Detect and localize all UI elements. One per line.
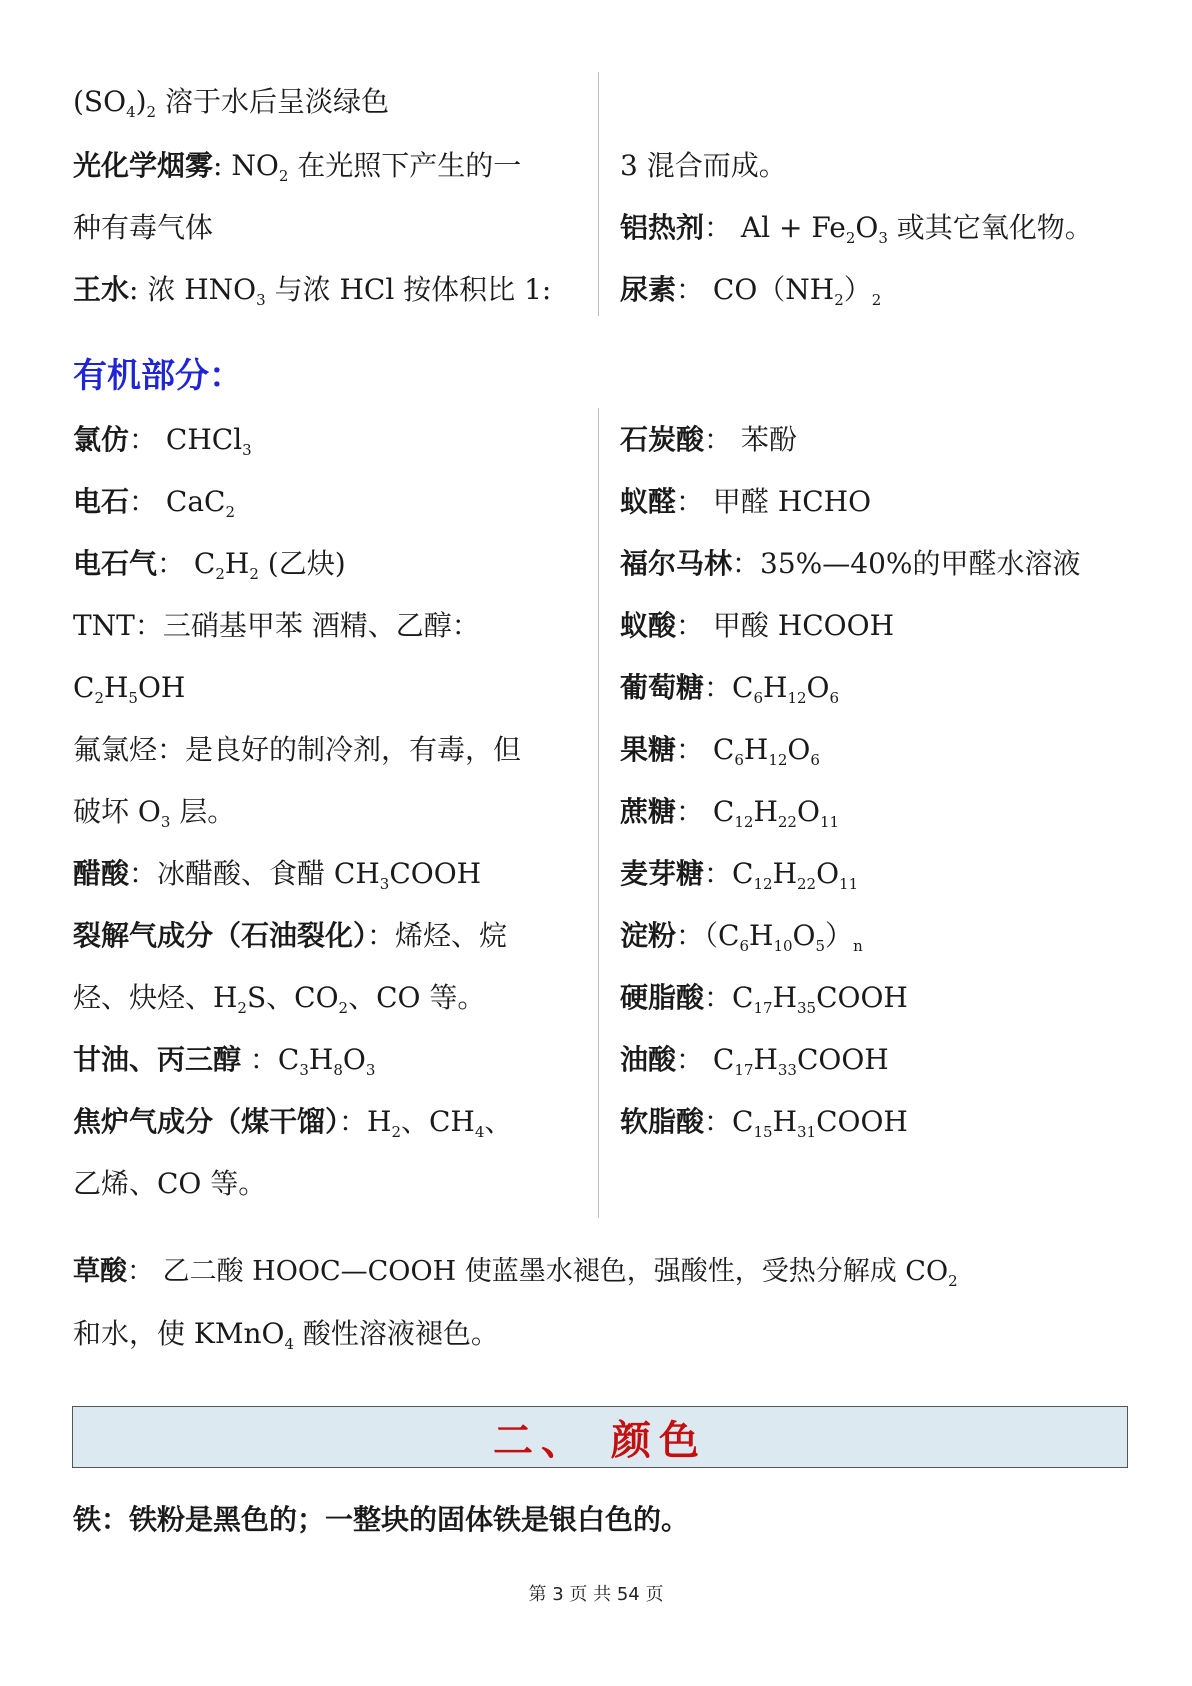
section-title-box	[72, 1406, 1128, 1468]
line-acetylene: 电石气： $C_2H_2$ (乙炔)	[73, 547, 346, 583]
line-aqua-regia: 王水: 浓 $HNO_3$ 与浓 HCl 按体积比 1:	[73, 273, 552, 309]
line-maltose: 麦芽糖：$C_{12}H_{22}O_{11}$	[620, 857, 859, 893]
line-toxic-gas: 种有毒气体	[73, 211, 214, 244]
line-palmitic-acid: 软脂酸：$C_{15}H_{31}COOH$	[620, 1105, 908, 1141]
line-urea: 尿素： $CO(NH_2)_2$	[620, 273, 882, 309]
line-carbolic-acid: 石炭酸： 苯酚	[620, 423, 797, 456]
line-thermite: 铝热剂： $Al + Fe_2O_3$ 或其它氧化物。	[620, 211, 1093, 247]
line-ethanol-formula: $C_2H_5OH$	[73, 671, 186, 707]
line-glycerol: 甘油、丙三醇 ：$C_3H_8O_3$	[73, 1043, 376, 1079]
line-iron-color: 铁：铁粉是黑色的；一整块的固体铁是银白色的。	[73, 1503, 690, 1536]
line-formic-acid: 蚁酸： 甲酸 HCOOH	[620, 609, 894, 642]
line-cracking-gas-cont: 烃、炔烃、$H_2S$、$CO_2$、CO 等。	[73, 981, 486, 1017]
line-coke-oven-gas: 焦炉气成分（煤干馏）：$H_2$、$CH_4$、	[73, 1105, 513, 1141]
line-glucose: 葡萄糖：$C_6H_{12}O_6$	[620, 671, 840, 707]
line-calcium-carbide: 电石： CaC$_2$	[73, 485, 236, 521]
line-mixed: 3 混合而成。	[620, 149, 787, 182]
line-oxalic-acid: 草酸： 乙二酸 HOOC—COOH 使蓝墨水褪色，强酸性，受热分解成 $CO_2$	[73, 1256, 958, 1290]
line-stearic-acid: 硬脂酸：$C_{17}H_{35}COOH$	[620, 981, 908, 1017]
line-iron-sulfate: $(SO_4)_2$ 溶于水后呈淡绿色	[73, 85, 389, 121]
section-title: 二、 颜色	[493, 1416, 707, 1464]
line-tnt-ethanol: TNT：三硝基甲苯 酒精、乙醇：	[73, 609, 480, 642]
line-ozone: 破坏 $O_3$ 层。	[73, 795, 236, 831]
line-acetic-acid: 醋酸：冰醋酸、食醋 $CH_3COOH$	[73, 857, 482, 893]
column-divider-organic	[598, 408, 599, 1218]
line-oleic-acid: 油酸： $C_{17}H_{33}COOH$	[620, 1043, 889, 1079]
line-photochemical-smog: 光化学烟雾: $NO_2$ 在光照下产生的一	[73, 149, 522, 185]
line-oxalic-acid-cont: 和水，使 KMnO$_4$ 酸性溶液褪色。	[73, 1317, 499, 1353]
line-cfc: 氟氯烃：是良好的制冷剂，有毒，但	[73, 733, 522, 766]
line-formaldehyde: 蚁醛： 甲醛 HCHO	[620, 485, 872, 518]
line-starch: 淀粉：$(C_6H_{10}O_5)_n$	[620, 919, 863, 955]
line-coke-oven-gas-cont: 乙烯、CO 等。	[73, 1167, 267, 1200]
line-fructose: 果糖： $C_6H_{12}O_6$	[620, 733, 820, 769]
line-chloroform: 氯仿： CHCl$_3$	[73, 423, 252, 459]
line-cracking-gas: 裂解气成分（石油裂化）：烯烃、烷	[73, 919, 508, 952]
line-sucrose: 蔗糖： $C_{12}H_{22}O_{11}$	[620, 795, 840, 831]
organic-heading: 有机部分：	[73, 356, 243, 396]
page-footer: 第 3 页 共 54 页	[528, 1584, 664, 1605]
line-formalin: 福尔马林：35%—40%的甲醛水溶液	[620, 547, 1081, 580]
column-divider-top	[598, 72, 599, 316]
